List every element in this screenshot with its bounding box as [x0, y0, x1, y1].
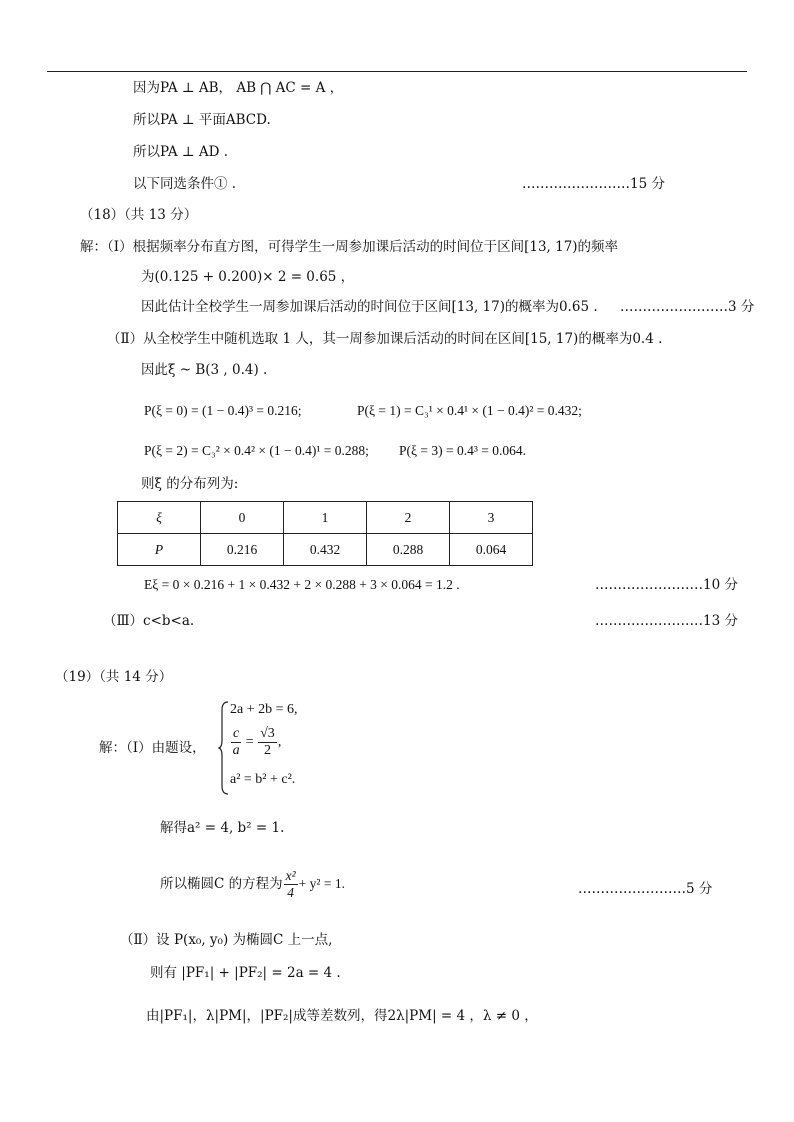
score-10: ……………………10 分 [595, 577, 738, 593]
top-rule [47, 71, 747, 72]
fraction-denominator: a [232, 743, 240, 758]
fraction-numerator: x² [285, 868, 296, 883]
solution-18-frequency: 为(0.125 + 0.200)× 2 = 0.65 ， [141, 269, 355, 285]
distribution-intro: 则ξ 的分布列为: [141, 476, 239, 492]
score-15: ……………………15 分 [522, 176, 665, 192]
prob-xi-0: P(ξ = 0) = (1 − 0.4)³ = 0.216; [144, 403, 302, 418]
fraction-denominator: 4 [287, 885, 295, 900]
line-pa-plane: 所以PA ⊥ 平面ABCD. [133, 112, 271, 128]
prob-xi-3: P(ξ = 3) = 0.4³ = 0.064. [399, 443, 527, 458]
left-brace-icon [218, 700, 230, 796]
solution-19-part2: （Ⅱ）设 P(x₀, y₀) 为椭圆C 上一点, [120, 932, 333, 948]
solution-18-part1: 解：（Ⅰ）根据频率分布直方图，可得学生一周参加课后活动的时间位于区间[13, 17)的频率 [80, 239, 619, 255]
table-cell: 0.432 [284, 534, 367, 566]
table-cell: 3 [450, 502, 533, 534]
table-cell: 1 [284, 502, 367, 534]
solution-18-estimate: 因此估计全校学生一周参加课后活动的时间位于区间[13, 17)的概率为0.65 . [141, 299, 598, 315]
fraction-sqrt3-over-2 [258, 726, 277, 759]
table-cell: 0.216 [201, 534, 284, 566]
table-cell: ξ [118, 502, 201, 534]
score-13: ……………………13 分 [595, 613, 738, 629]
table-cell: 0.288 [367, 534, 450, 566]
score-3: ……………………3 分 [620, 299, 755, 315]
table-cell: 2 [367, 502, 450, 534]
score-5: ……………………5 分 [578, 881, 713, 897]
table-cell: 0 [201, 502, 284, 534]
ellipse-rest: + y² = 1. [298, 876, 345, 891]
distribution-table [117, 501, 533, 566]
heading-18: （18）（共 13 分） [80, 207, 198, 223]
fraction-c-over-a [231, 726, 241, 759]
solution-19-solved: 解得a² = 4, b² = 1. [160, 820, 285, 836]
prob-xi-2: P(ξ = 2) = C₃² × 0.4² × (1 − 0.4)¹ = 0.288; [144, 443, 369, 458]
equation-system [218, 700, 338, 796]
heading-19: （19）（共 14 分） [55, 669, 173, 685]
solution-19-sum: 则有 |PF₁| + |PF₂| = 2a = 4 . [150, 965, 341, 981]
line-pa-ad: 所以PA ⊥ AD . [133, 144, 229, 160]
solution-19-arith: 由|PF₁|，λ|PM|，|PF₂|成等差数列，得2λ|PM| = 4 ，λ ≠ 0 ， [146, 1008, 538, 1024]
table-row [118, 502, 533, 534]
line-pa-ab: 因为PA ⊥ AB， AB ⋂ AC = A ， [133, 80, 344, 96]
solution-18-part3: （Ⅲ）c<b<a. [103, 613, 195, 629]
table-cell: P [118, 534, 201, 566]
fraction-x2-over-4 [284, 868, 298, 901]
fraction-numerator: c [233, 726, 240, 741]
solution-19-part1: 解：（Ⅰ）由题设， [99, 740, 206, 756]
ellipse-text: 所以椭圆C 的方程为 [160, 876, 283, 892]
solution-19-ellipse [160, 868, 345, 901]
prob-xi-1: P(ξ = 1) = C₃¹ × 0.4¹ × (1 − 0.4)² = 0.432; [357, 403, 582, 418]
fraction-numerator: √3 [260, 726, 275, 741]
system-eq-1: 2a + 2b = 6, [230, 702, 298, 717]
system-eq-3: a² = b² + c². [230, 772, 296, 787]
table-row [118, 534, 533, 566]
solution-18-part2: （Ⅱ）从全校学生中随机选取 1 人，其一周参加课后活动的时间在区间[15, 17)的概率为0.4 . [107, 331, 663, 347]
fraction-denominator: 2 [263, 743, 271, 758]
line-same-condition: 以下同选条件① . [133, 176, 237, 192]
solution-18-binomial: 因此ξ ~ B(3 , 0.4) . [141, 362, 268, 378]
expectation: Eξ = 0 × 0.216 + 1 × 0.432 + 2 × 0.288 + 3 × 0.064 = 1.2 . [144, 577, 460, 592]
table-cell: 0.064 [450, 534, 533, 566]
system-eq-2: $\frac{c}{a}$ = $\frac{√3}{2}$ , [232, 726, 282, 758]
